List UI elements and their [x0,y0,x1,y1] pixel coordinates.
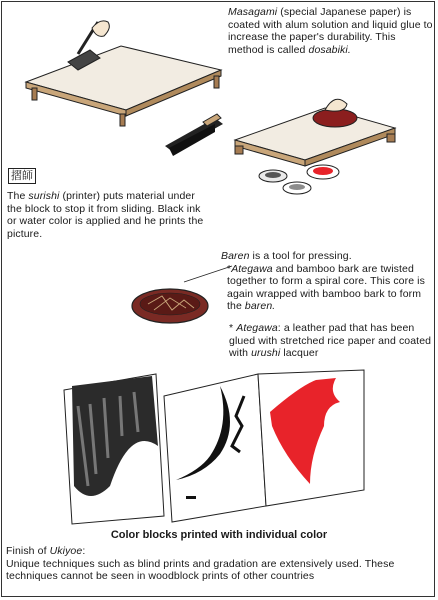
dosabiki-term: dosabiki. [308,43,351,56]
surishi-illustration [155,88,435,198]
baren-text-b: and bamboo bark are twisted together to form a spiral core. This core is again wrapped with bamboo bark to form the [227,262,425,313]
baren-line [221,250,433,263]
finish-body: Unique techniques such as blind prints and gradation are extensively used. These techniques cannot be seen in woodblock prints of other countries [6,557,395,583]
surishi-term: surishi [28,190,60,202]
ategawa-paragraph: * Ategawa: a leather pad that has been glued with stretched rice paper and coated with urushi lacquer [229,322,432,360]
ukiyoe-term: Ukiyoe [49,545,83,557]
ategawa-text-b: lacquer [280,347,319,360]
surishi-text-a: The [7,190,29,202]
surishi-text-b: (printer) puts material under the block to stop it from sliding. Black ink or water color is applied and he prints the picture. [7,190,204,240]
color-blocks-illustration [60,366,370,526]
finish-heading [6,545,434,558]
surishi-paragraph [7,190,207,240]
finish-label: Finish of [6,545,50,557]
color-blocks-caption: Color blocks printed with individual color [110,529,328,541]
baren-illustration [126,280,216,330]
surishi-kanji-label: 摺師 [8,168,36,184]
baren-term-2: baren. [244,300,276,313]
baren-text-a: is a tool for pressing. [249,250,352,262]
ategawa-line: *Ategawa and bamboo bark are twisted together to form a spiral core. This core is again wrapped with bamboo bark to form the baren. [227,262,425,313]
baren-paragraph [221,250,433,313]
urushi-term: urushi [251,347,281,360]
ategawa-text-a: : a leather pad that has been glued with stretched rice paper and coated with [229,322,432,360]
masagami-term: Masagami [228,6,278,18]
masagami-text: (special Japanese paper) is coated with alum solution and liquid glue to increase the paper's durability. This method is called [228,6,433,56]
ategawa-note-term: Ategawa [236,322,278,334]
ategawa-term: Ategawa [231,262,273,275]
baren-term: Baren [221,250,250,262]
finish-colon: : [82,545,86,557]
masagami-paragraph [228,6,433,56]
finish-paragraph [6,545,434,583]
